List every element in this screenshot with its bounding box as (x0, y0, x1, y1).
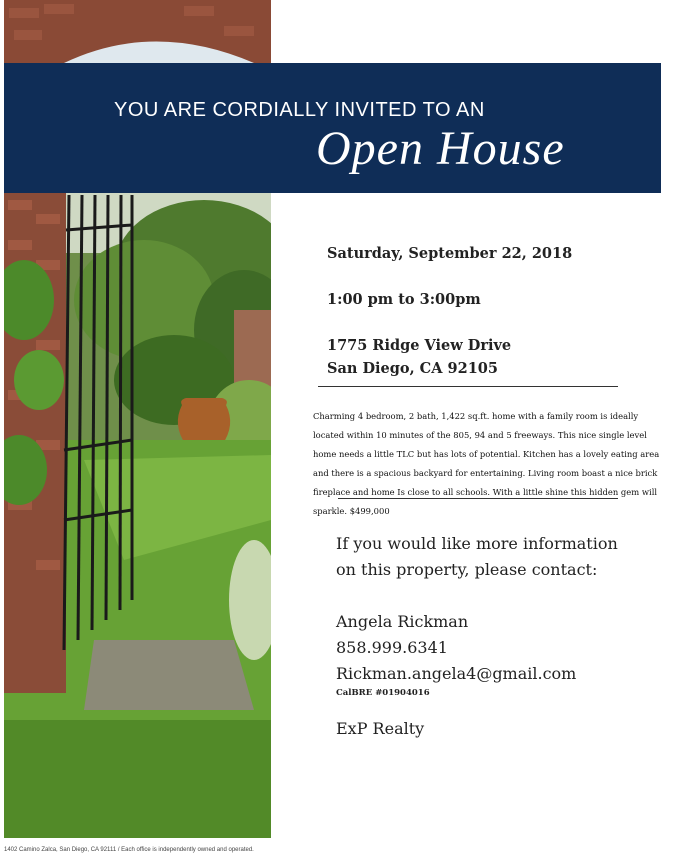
open-house-title: Open House (316, 122, 565, 175)
agent-name: Angela Rickman (336, 612, 469, 631)
contact-prompt-line1: If you would like more information (336, 534, 618, 553)
event-time: 1:00 pm to 3:00pm (327, 291, 481, 308)
divider-bottom (338, 498, 618, 499)
agent-email[interactable]: Rickman.angela4@gmail.com (336, 664, 577, 683)
agent-company: ExP Realty (336, 719, 425, 738)
invite-text: YOU ARE CORDIALLY INVITED TO AN (114, 99, 485, 121)
contact-prompt-line2: on this property, please contact: (336, 560, 598, 579)
event-date: Saturday, September 22, 2018 (327, 245, 573, 262)
property-description: Charming 4 bedroom, 2 bath, 1,422 sq.ft. home with a family room is ideally located within 10 minutes of the 805, 94 and 5 freeways. This nice single level home needs a little TLC but has lots of potential. Kitchen has a lovely eating area and there is a spacious backyard for entertaining. Living room boast a nice brick fireplace and home Is close to all schools. With a little shine this hidden gem will sparkle. $499,000 (313, 411, 660, 516)
agent-phone[interactable]: 858.999.6341 (336, 638, 448, 657)
footer-text: 1402 Camino Zalca, San Diego, CA 92111 / Each office is independently owned and operated. (4, 847, 254, 853)
agent-license: CalBRE #01904016 (336, 688, 430, 698)
header-banner (4, 63, 661, 193)
address-line1: 1775 Ridge View Drive (327, 337, 512, 354)
address-line2: San Diego, CA 92105 (327, 360, 498, 377)
divider-top (318, 386, 618, 387)
